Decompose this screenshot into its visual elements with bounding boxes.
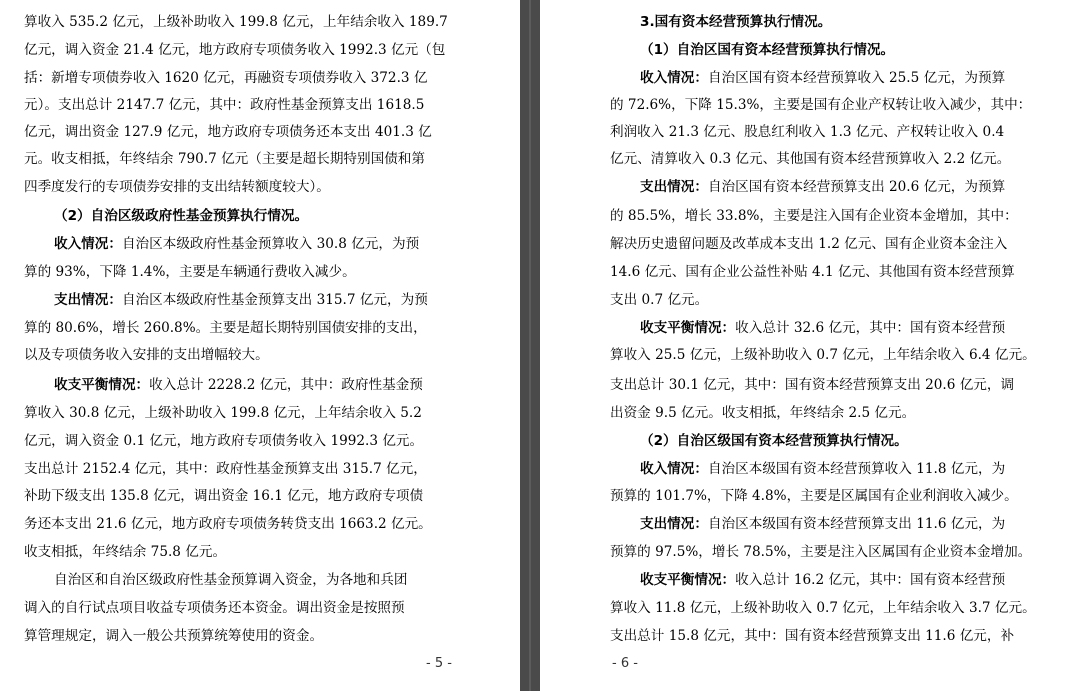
line-text: 自治区国有资本经营预算收入 25.5 亿元，为预算 xyxy=(707,70,1006,86)
text-line xyxy=(24,431,423,451)
line-text: 收入总计 16.2 亿元，其中：国有资本经营预 xyxy=(735,572,1006,588)
text-line xyxy=(610,290,708,310)
line-text: 四季度发行的专项债券安排的支出结转额度较大）。 xyxy=(24,179,330,195)
text-line xyxy=(24,149,425,169)
text-line xyxy=(54,290,428,310)
text-line xyxy=(24,40,445,60)
text-line xyxy=(610,486,1018,506)
section-heading: （1）自治区国有资本经营预算执行情况。 xyxy=(640,42,895,58)
line-text: 收支相抵，年终结余 75.8 亿元。 xyxy=(24,544,227,560)
line-text: 14.6 亿元、国有企业公益性补贴 4.1 亿元、其他国有资本经营预算 xyxy=(610,264,1015,280)
line-text: 利润收入 21.3 亿元、股息红利收入 1.3 亿元、产权转让收入 0.4 xyxy=(610,124,1005,140)
line-text: 自治区本级国有资本经营预算支出 11.6 亿元，为 xyxy=(707,516,1006,532)
text-line xyxy=(24,598,405,618)
text-line xyxy=(610,122,1004,142)
text-line xyxy=(54,570,407,590)
line-text: 算的 80.6%，增长 260.8%。主要是超长期特别国债安排的支出， xyxy=(24,320,427,336)
line-text: 预算的 101.7%，下降 4.8%，主要是区属国有企业利润收入减少。 xyxy=(610,488,1018,504)
line-text: 的 72.6%，下降 15.3%，主要是国有企业产权转让收入减少，其中： xyxy=(610,97,1032,113)
text-line xyxy=(24,403,422,423)
text-line xyxy=(640,12,831,32)
text-line xyxy=(24,514,432,534)
right-page xyxy=(540,0,1080,691)
line-text: 亿元，调出资金 127.9 亿元，地方政府专项债务还本支出 401.3 亿 xyxy=(24,124,432,140)
text-line xyxy=(610,626,1014,646)
paragraph-label: 收支平衡情况： xyxy=(640,320,736,336)
line-text: 支出总计 30.1 亿元，其中：国有资本经营预算支出 20.6 亿元，调 xyxy=(610,377,1015,393)
paragraph-label: 收入情况： xyxy=(640,70,708,86)
line-text: 自治区本级政府性基金预算支出 315.7 亿元，为预 xyxy=(121,292,428,308)
line-text: 算收入 25.5 亿元，上级补助收入 0.7 亿元，上年结余收入 6.4 亿元。 xyxy=(610,347,1036,363)
section-heading: （2）自治区级国有资本经营预算执行情况。 xyxy=(640,433,908,449)
page-gutter xyxy=(520,0,540,691)
text-line xyxy=(24,122,432,142)
line-text: 支出 0.7 亿元。 xyxy=(610,292,709,308)
text-line xyxy=(24,262,356,282)
line-text: 自治区本级政府性基金预算收入 30.8 亿元，为预 xyxy=(121,236,420,252)
paragraph-label: 支出情况： xyxy=(640,179,708,195)
line-text: 以及专项债务收入安排的支出增幅较大。 xyxy=(24,347,269,363)
line-text: 支出总计 2152.4 亿元，其中：政府性基金预算支出 315.7 亿元， xyxy=(24,461,427,477)
text-line xyxy=(24,68,427,88)
text-line xyxy=(640,514,1005,534)
left-page-number: - 5 - xyxy=(426,656,452,671)
line-text: 元）。支出总计 2147.7 亿元，其中：政府性基金预算支出 1618.5 xyxy=(24,97,425,113)
text-line xyxy=(54,234,419,254)
text-line xyxy=(24,12,448,32)
line-text: 亿元，调入资金 0.1 亿元，地方政府专项债务收入 1992.3 亿元。 xyxy=(24,433,424,449)
text-line xyxy=(24,345,269,365)
text-line xyxy=(610,403,915,423)
line-text: 亿元、清算收入 0.3 亿元、其他国有资本经营预算收入 2.2 亿元。 xyxy=(610,151,1011,167)
text-line xyxy=(640,318,1005,338)
text-line xyxy=(24,542,226,562)
text-line xyxy=(54,206,308,226)
line-text: 的 85.5%，增长 33.8%，主要是注入国有企业资本金增加，其中： xyxy=(610,208,1018,224)
text-line xyxy=(610,95,1031,115)
text-line xyxy=(610,206,1018,226)
text-line xyxy=(24,318,427,338)
text-line xyxy=(24,177,330,197)
section-heading: 3.国有资本经营预算执行情况。 xyxy=(640,14,832,30)
line-text: 解决历史遗留问题及改革成本支出 1.2 亿元、国有企业资本金注入 xyxy=(610,236,1008,252)
text-line xyxy=(24,95,424,115)
text-line xyxy=(640,68,1005,88)
paragraph-label: 支出情况： xyxy=(640,516,708,532)
line-text: 自治区本级国有资本经营预算收入 11.8 亿元，为 xyxy=(707,461,1006,477)
left-page xyxy=(0,0,520,691)
line-text: 亿元，调入资金 21.4 亿元，地方政府专项债务收入 1992.3 亿元（包 xyxy=(24,42,446,58)
line-text: 支出总计 15.8 亿元，其中：国有资本经营预算支出 11.6 亿元，补 xyxy=(610,628,1015,644)
line-text: 算收入 535.2 亿元，上级补助收入 199.8 亿元，上年结余收入 189.7 xyxy=(24,14,448,30)
text-line xyxy=(610,598,1036,618)
text-line xyxy=(24,626,323,646)
line-text: 预算的 97.5%，增长 78.5%，主要是注入区属国有企业资本金增加。 xyxy=(610,544,1032,560)
text-line xyxy=(24,486,423,506)
line-text: 元。收支相抵，年终结余 790.7 亿元（主要是超长期特别国债和第 xyxy=(24,151,425,167)
text-line xyxy=(610,234,1007,254)
section-heading: （2）自治区级政府性基金预算执行情况。 xyxy=(54,208,309,224)
text-line xyxy=(610,345,1036,365)
paragraph-label: 收支平衡情况： xyxy=(640,572,736,588)
line-text: 收入总计 2228.2 亿元，其中：政府性基金预 xyxy=(149,377,423,393)
line-text: 自治区国有资本经营预算支出 20.6 亿元，为预算 xyxy=(707,179,1006,195)
paragraph-label: 收入情况： xyxy=(640,461,708,477)
line-text: 收入总计 32.6 亿元，其中：国有资本经营预 xyxy=(735,320,1006,336)
paragraph-label: 收支平衡情况： xyxy=(54,377,150,393)
text-line xyxy=(640,431,908,451)
line-text: 调入的自行试点项目收益专项债务还本资金。调出资金是按照预 xyxy=(24,600,405,616)
paragraph-label: 支出情况： xyxy=(54,292,122,308)
line-text: 算收入 30.8 亿元，上级补助收入 199.8 亿元，上年结余收入 5.2 xyxy=(24,405,422,421)
text-line xyxy=(610,375,1014,395)
text-line xyxy=(640,177,1005,197)
right-page-number: - 6 - xyxy=(612,656,638,671)
text-line xyxy=(610,262,1015,282)
line-text: 算管理规定，调入一般公共预算统筹使用的资金。 xyxy=(24,628,324,644)
line-text: 算收入 11.8 亿元，上级补助收入 0.7 亿元，上年结余收入 3.7 亿元。 xyxy=(610,600,1036,616)
line-text: 务还本支出 21.6 亿元，地方政府专项债务转贷支出 1663.2 亿元。 xyxy=(24,516,432,532)
text-line xyxy=(640,570,1005,590)
line-text: 补助下级支出 135.8 亿元，调出资金 16.1 亿元，地方政府专项债 xyxy=(24,488,424,504)
text-line xyxy=(610,542,1031,562)
text-line xyxy=(24,459,427,479)
text-line xyxy=(640,459,1005,479)
text-line xyxy=(640,40,894,60)
line-text: 自治区和自治区级政府性基金预算调入资金，为各地和兵团 xyxy=(54,572,408,588)
line-text: 算的 93%，下降 1.4%，主要是车辆通行费收入减少。 xyxy=(24,264,356,280)
text-line xyxy=(54,375,423,395)
text-line xyxy=(610,149,1010,169)
line-text: 括：新增专项债券收入 1620 亿元，再融资专项债券收入 372.3 亿 xyxy=(24,70,428,86)
line-text: 出资金 9.5 亿元。收支相抵，年终结余 2.5 亿元。 xyxy=(610,405,916,421)
paragraph-label: 收入情况： xyxy=(54,236,122,252)
